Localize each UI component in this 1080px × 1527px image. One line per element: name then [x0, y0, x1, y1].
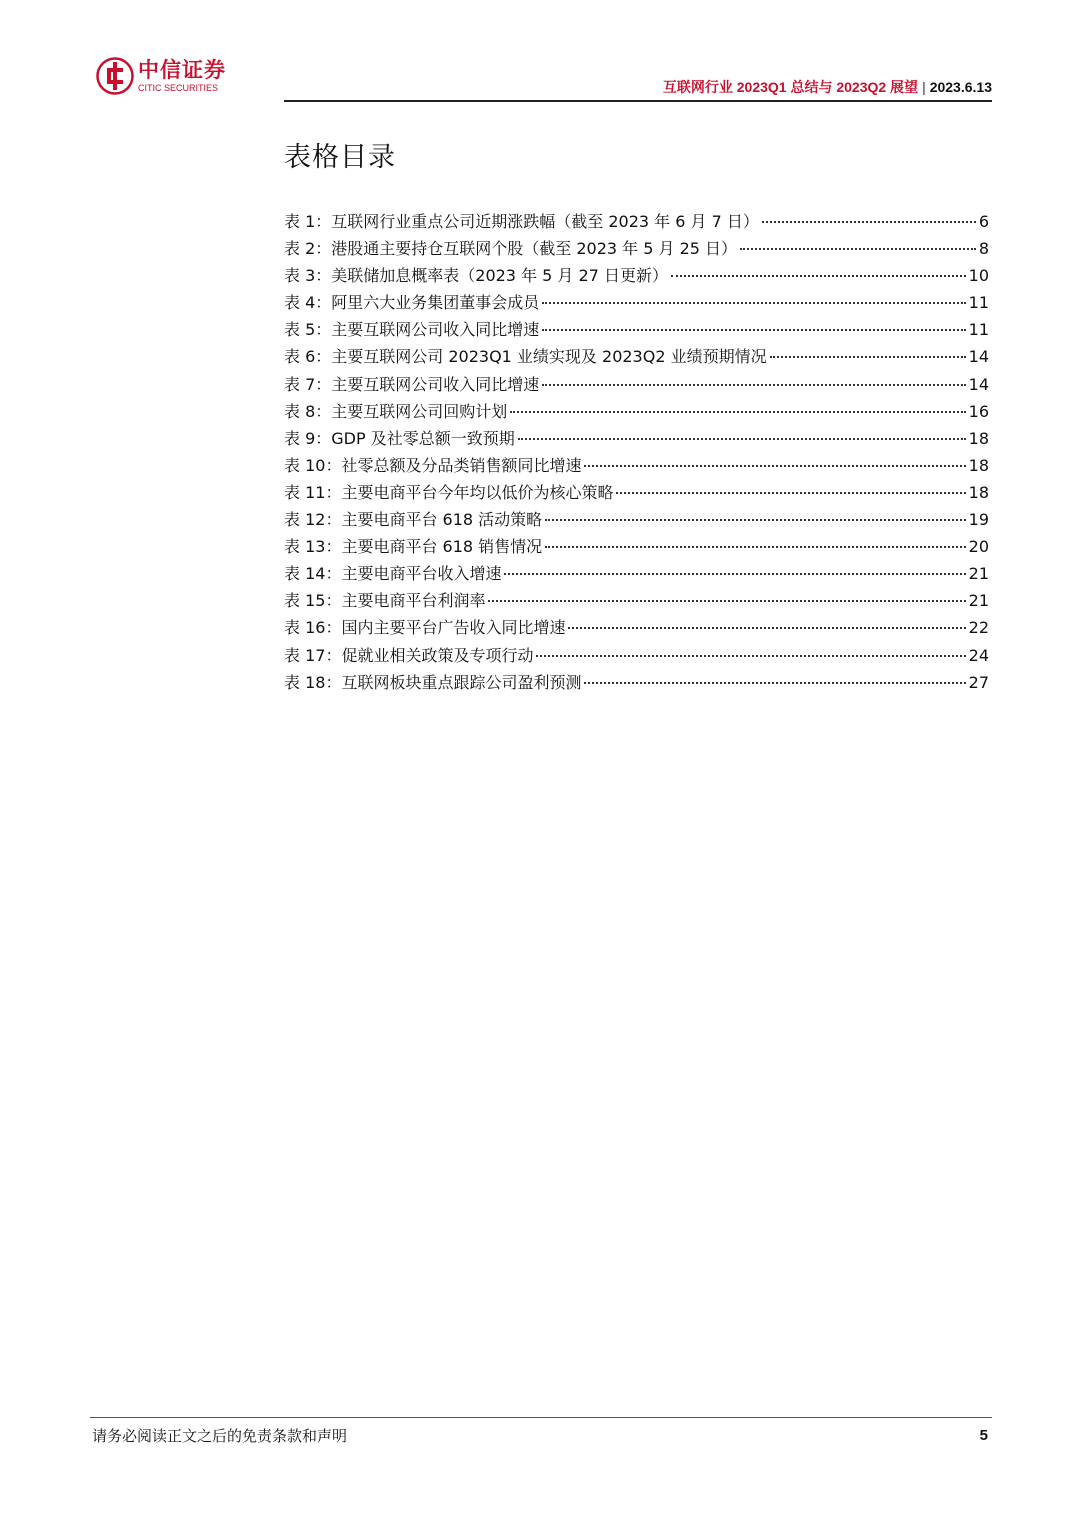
header-divider — [284, 100, 992, 102]
toc-entry-label: 表 8：主要互联网公司回购计划 — [284, 401, 508, 421]
toc-entry-page: 27 — [968, 672, 989, 692]
dot-leader — [545, 519, 965, 521]
toc-entry[interactable] — [284, 646, 989, 673]
toc-entry-label: 表 17：促就业相关政策及专项行动 — [284, 645, 534, 665]
dot-leader — [542, 384, 965, 386]
logo-chinese-name: 中信证券 — [138, 58, 226, 82]
toc-entry[interactable] — [284, 293, 989, 320]
toc-entry-page: 24 — [968, 645, 989, 665]
toc-entry-page: 6 — [978, 212, 989, 231]
dot-leader — [616, 492, 965, 494]
toc-entry-label: 表 3：美联储加息概率表（2023 年 5 月 27 日更新） — [284, 266, 668, 286]
toc-entry-label: 表 1：互联网行业重点公司近期涨跌幅（截至 2023 年 6 月 7 日） — [284, 212, 759, 231]
footer-disclaimer: 请务必阅读正文之后的免责条款和声明 — [92, 1427, 348, 1445]
toc-entry[interactable] — [284, 375, 989, 402]
toc-entry-label: 表 18：互联网板块重点跟踪公司盈利预测 — [284, 672, 582, 692]
toc-entry-label: 表 6：主要互联网公司 2023Q1 业绩实现及 2023Q2 业绩预期情况 — [284, 347, 767, 367]
logo-english-name: CITIC SECURITIES — [138, 83, 219, 93]
toc-entry[interactable] — [284, 402, 989, 429]
dot-leader — [510, 411, 965, 413]
toc-entry-page: 16 — [968, 401, 989, 421]
citic-logo-icon — [96, 57, 134, 95]
report-date: 2023.6.13 — [929, 79, 992, 95]
toc-entry[interactable] — [284, 591, 989, 618]
dot-leader — [584, 682, 965, 684]
toc-entry[interactable] — [284, 347, 989, 374]
table-of-tables — [284, 212, 989, 700]
toc-entry-label: 表 9：GDP 及社零总额一致预期 — [284, 428, 515, 448]
toc-entry[interactable] — [284, 510, 989, 537]
dot-leader — [671, 275, 966, 277]
page-number: 5 — [979, 1427, 988, 1444]
dot-leader — [536, 655, 965, 657]
toc-entry-label: 表 15：主要电商平台利润率 — [284, 591, 486, 611]
toc-entry[interactable] — [284, 212, 989, 239]
toc-entry-page: 21 — [968, 591, 989, 611]
toc-entry-page: 14 — [968, 347, 989, 367]
dot-leader — [762, 221, 976, 223]
dot-leader — [542, 302, 965, 304]
dot-leader — [488, 600, 965, 602]
toc-entry-page: 18 — [968, 428, 989, 448]
toc-entry-label: 表 14：主要电商平台收入增速 — [284, 564, 502, 584]
dot-leader — [518, 438, 966, 440]
toc-entry-label: 表 13：主要电商平台 618 销售情况 — [284, 537, 543, 557]
toc-entry-page: 14 — [968, 374, 989, 394]
toc-entry-label: 表 5：主要互联网公司收入同比增速 — [284, 320, 540, 340]
toc-entry-label: 表 11：主要电商平台今年均以低价为核心策略 — [284, 482, 614, 502]
toc-entry[interactable] — [284, 564, 989, 591]
toc-entry-page: 11 — [968, 320, 989, 340]
report-title: 互联网行业 2023Q1 总结与 2023Q2 展望 — [662, 79, 919, 95]
toc-entry[interactable] — [284, 239, 989, 266]
toc-entry-label: 表 16：国内主要平台广告收入同比增速 — [284, 618, 566, 638]
running-header — [663, 78, 992, 96]
toc-entry-page: 18 — [968, 455, 989, 475]
toc-entry-label: 表 12：主要电商平台 618 活动策略 — [284, 510, 543, 530]
toc-entry[interactable] — [284, 266, 989, 293]
toc-entry[interactable] — [284, 618, 989, 645]
toc-entry-page: 21 — [968, 564, 989, 584]
citic-logo — [96, 57, 256, 97]
dot-leader — [545, 546, 965, 548]
dot-leader — [740, 248, 976, 250]
toc-entry-page: 8 — [978, 239, 989, 259]
toc-entry[interactable] — [284, 673, 989, 700]
toc-entry-label: 表 2：港股通主要持仓互联网个股（截至 2023 年 5 月 25 日） — [284, 239, 738, 259]
toc-entry[interactable] — [284, 429, 989, 456]
dot-leader — [770, 356, 966, 358]
dot-leader — [568, 627, 965, 629]
toc-entry-page: 19 — [968, 510, 989, 530]
footer-divider — [90, 1417, 992, 1418]
dot-leader — [504, 573, 965, 575]
header-separator: | — [922, 79, 926, 95]
toc-entry[interactable] — [284, 537, 989, 564]
toc-entry-page: 20 — [968, 537, 989, 557]
toc-entry[interactable] — [284, 483, 989, 510]
toc-entry-label: 表 4：阿里六大业务集团董事会成员 — [284, 293, 540, 313]
toc-entry[interactable] — [284, 320, 989, 347]
page-title: 表格目录 — [284, 142, 396, 173]
dot-leader — [584, 465, 965, 467]
toc-entry-label: 表 7：主要互联网公司收入同比增速 — [284, 374, 540, 394]
toc-entry-page: 10 — [968, 266, 989, 286]
toc-entry-page: 22 — [968, 618, 989, 638]
toc-entry-page: 18 — [968, 482, 989, 502]
dot-leader — [542, 329, 965, 331]
toc-entry[interactable] — [284, 456, 989, 483]
toc-entry-page: 11 — [968, 293, 989, 313]
toc-entry-label: 表 10：社零总额及分品类销售额同比增速 — [284, 455, 582, 475]
